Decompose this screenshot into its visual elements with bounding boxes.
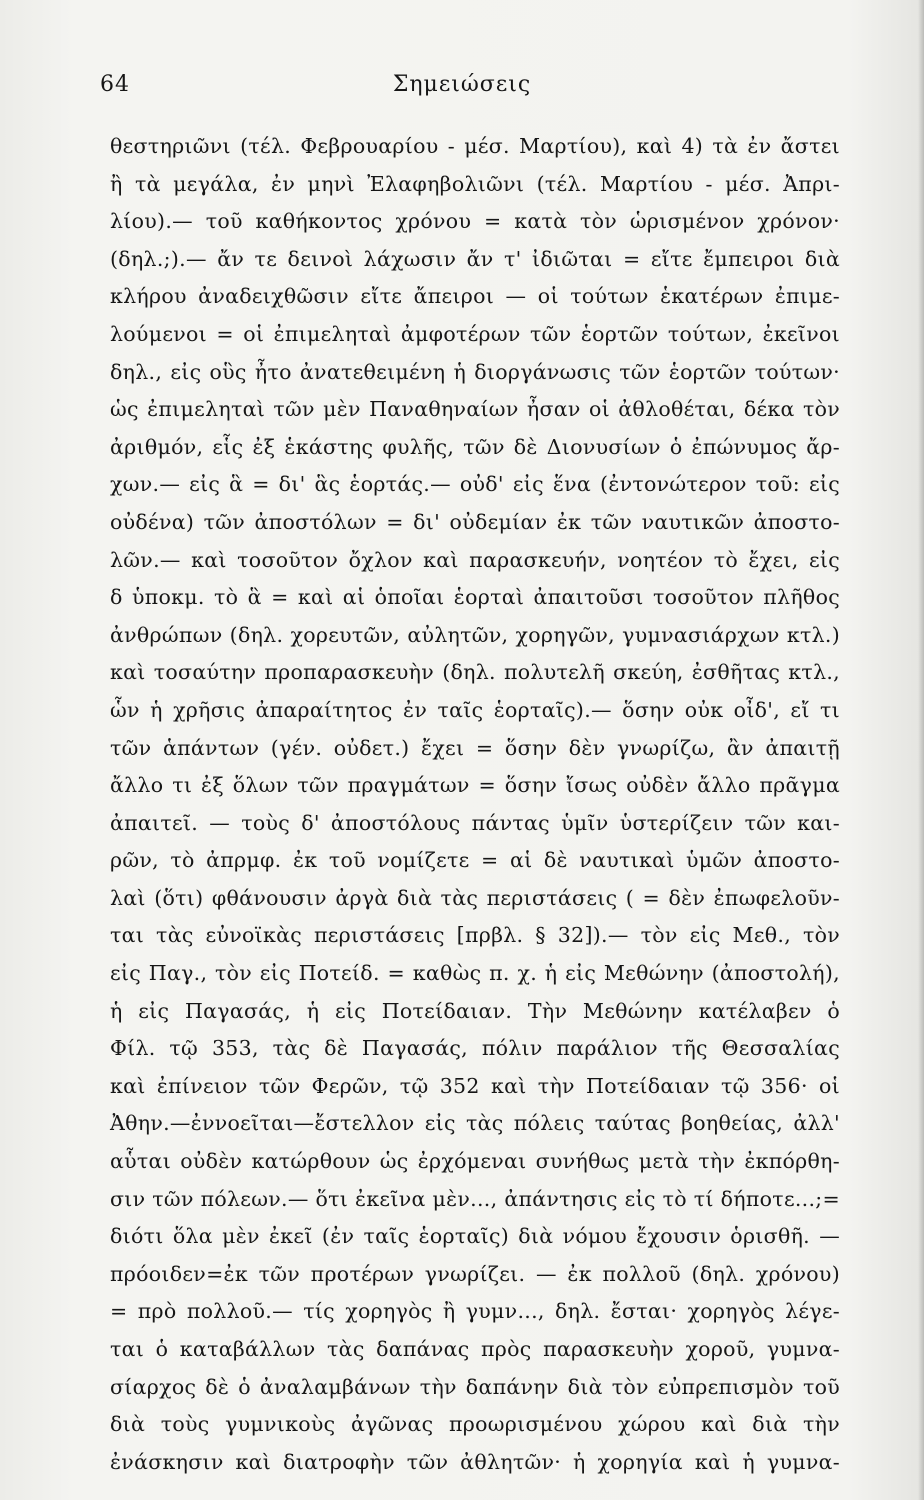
text-line: Φίλ. τῷ 353, τὰς δὲ Παγασάς, πόλιν παράλιον τῆς Θεσσαλίας [110,1036,840,1061]
text-line: ἡ εἰς Παγασάς, ἡ εἰς Ποτείδαιαν. Τὴν Μεθώνην κατέλαβεν ὁ [110,998,840,1023]
text-line: πρόοιδεν=ἐκ τῶν προτέρων γνωρίζει. — ἐκ πολλοῦ (δηλ. χρόνου) [110,1261,840,1286]
text-line: σιν τῶν πόλεων.— ὅτι ἐκεῖνα μὲν..., ἀπάντησις εἰς τὸ τί δήποτε...;= [110,1186,840,1211]
text-line: οὐδένα) τῶν ἀποστόλων = δι' οὐδεμίαν ἐκ τῶν ναυτικῶν ἀποστο- [110,509,840,534]
text-line: = πρὸ πολλοῦ.— τίς χορηγὸς ἢ γυμν..., δηλ. ἔσται· χορηγὸς λέγε- [110,1299,840,1324]
text-line: ἀνθρώπων (δηλ. χορευτῶν, αὐλητῶν, χορηγῶν, γυμνασιάρχων κτλ.) [110,622,840,647]
text-line: καὶ τοσαύτην προπαρασκευὴν (δηλ. πολυτελῆ σκεύη, ἐσθῆτας κτλ., [110,660,840,685]
running-title: Σημειώσεις [392,72,532,97]
text-line: ὧν ἡ χρῆσις ἀπαραίτητος ἐν ταῖς ἑορταῖς).— ὅσην οὐκ οἶδ', εἴ τι [110,697,840,722]
text-line: ὡς ἐπιμεληταὶ τῶν μὲν Παναθηναίων ἦσαν οἱ ἀθλοθέται, δέκα τὸν [110,397,840,422]
text-line: ται τὰς εὐνοϊκὰς περιστάσεις [πρβλ. § 32]).— τὸν εἰς Μεθ., τὸν [110,923,840,948]
text-line: ἀπαιτεῖ. — τοὺς δ' ἀποστόλους πάντας ὑμῖν ὑστερίζειν τῶν και- [110,810,840,835]
text-line: λούμενοι = οἱ ἐπιμεληταὶ ἀμφοτέρων τῶν ἑορτῶν τούτων, ἐκεῖνοι [110,321,840,346]
text-line: αὗται οὐδὲν κατώρθουν ὡς ἐρχόμεναι συνήθως μετὰ τὴν ἐκπόρθη- [110,1149,840,1174]
text-line: θεστηριῶνι (τέλ. Φεβρουαρίου - μέσ. Μαρτίου), καὶ 4) τὰ ἐν ἄστει [110,134,840,158]
text-line: δ ὑποκμ. τὸ ἃ = καὶ αἱ ὁποῖαι ἑορταὶ ἀπαιτοῦσι τοσοῦτον πλῆθος [110,585,840,610]
text-line: καὶ ἐπίνειον τῶν Φερῶν, τῷ 352 καὶ τὴν Ποτείδαιαν τῷ 356· οἱ [110,1073,840,1098]
text-line: ρῶν, τὸ ἀπρμφ. ἐκ τοῦ νομίζετε = αἱ δὲ ναυτικαὶ ὑμῶν ἀποστο- [110,848,840,873]
text-line: σίαρχος δὲ ὁ ἀναλαμβάνων τὴν δαπάνην διὰ τὸν εὐπρεπισμὸν τοῦ [110,1374,840,1399]
text-line: χων.— εἰς ἃ = δι' ἃς ἑορτάς.— οὐδ' εἰς ἕνα (ἐντονώτερον τοῦ: εἰς [110,472,840,497]
text-line: διότι ὅλα μὲν ἐκεῖ (ἐν ταῖς ἑορταῖς) διὰ νόμου ἔχουσιν ὁρισθῆ. — [110,1224,840,1249]
text-line: λαὶ (ὅτι) φθάνουσιν ἀργὰ διὰ τὰς περιστάσεις ( = δὲν ἐπωφελοῦν- [110,885,840,910]
page-number: 64 [100,72,130,97]
text-line: κλήρου ἀναδειχθῶσιν εἴτε ἄπειροι — οἱ τούτων ἑκατέρων ἐπιμε- [110,284,840,309]
text-line: ἐνάσκησιν καὶ διατροφὴν τῶν ἀθλητῶν· ἡ χορηγία καὶ ἡ γυμνα- [110,1449,840,1474]
text-line: Ἀθην.—ἐννοεῖται—ἔστελλον εἰς τὰς πόλεις ταύτας βοηθείας, ἀλλ' [110,1111,840,1136]
text-line: ται ὁ καταβάλλων τὰς δαπάνας πρὸς παρασκευὴν χοροῦ, γυμνα- [110,1337,840,1361]
text-line: διὰ τοὺς γυμνικοὺς ἀγῶνας προωρισμένου χώρου καὶ διὰ τὴν [110,1412,840,1437]
notes-body-text [110,128,840,1481]
text-line: λίου).— τοῦ καθήκοντος χρόνου = κατὰ τὸν ὡρισμένον χρόνον· [110,209,840,234]
page-edge-shadow [918,0,924,1500]
text-line: λῶν.— καὶ τοσοῦτον ὄχλον καὶ παρασκευήν, νοητέον τὸ ἔχει, εἰς [110,547,840,572]
text-line: ἀριθμόν, εἷς ἐξ ἑκάστης φυλῆς, τῶν δὲ Διονυσίων ὁ ἐπώνυμος ἄρ- [110,434,840,459]
text-line: (δηλ.;).— ἄν τε δεινοὶ λάχωσιν ἄν τ' ἰδιῶται = εἴτε ἔμπειροι διὰ [110,246,840,271]
text-line: εἰς Παγ., τὸν εἰς Ποτείδ. = καθὼς π. χ. ἡ εἰς Μεθώνην (ἀποστολή), [110,961,840,986]
text-line: ἢ τὰ μεγάλα, ἐν μηνὶ Ἐλαφηβολιῶνι (τέλ. Μαρτίου - μέσ. Ἀπρι- [110,171,840,196]
text-line: ἄλλο τι ἐξ ὅλων τῶν πραγμάτων = ὅσην ἴσως οὐδὲν ἄλλο πρᾶγμα [110,773,840,798]
text-line: δηλ., εἰς οὓς ἦτο ἀνατεθειμένη ἡ διοργάνωσις τῶν ἑορτῶν τούτων· [110,359,840,384]
text-line: τῶν ἁπάντων (γέν. οὐδετ.) ἔχει = ὅσην δὲν γνωρίζω, ἂν ἀπαιτῇ [110,735,840,760]
